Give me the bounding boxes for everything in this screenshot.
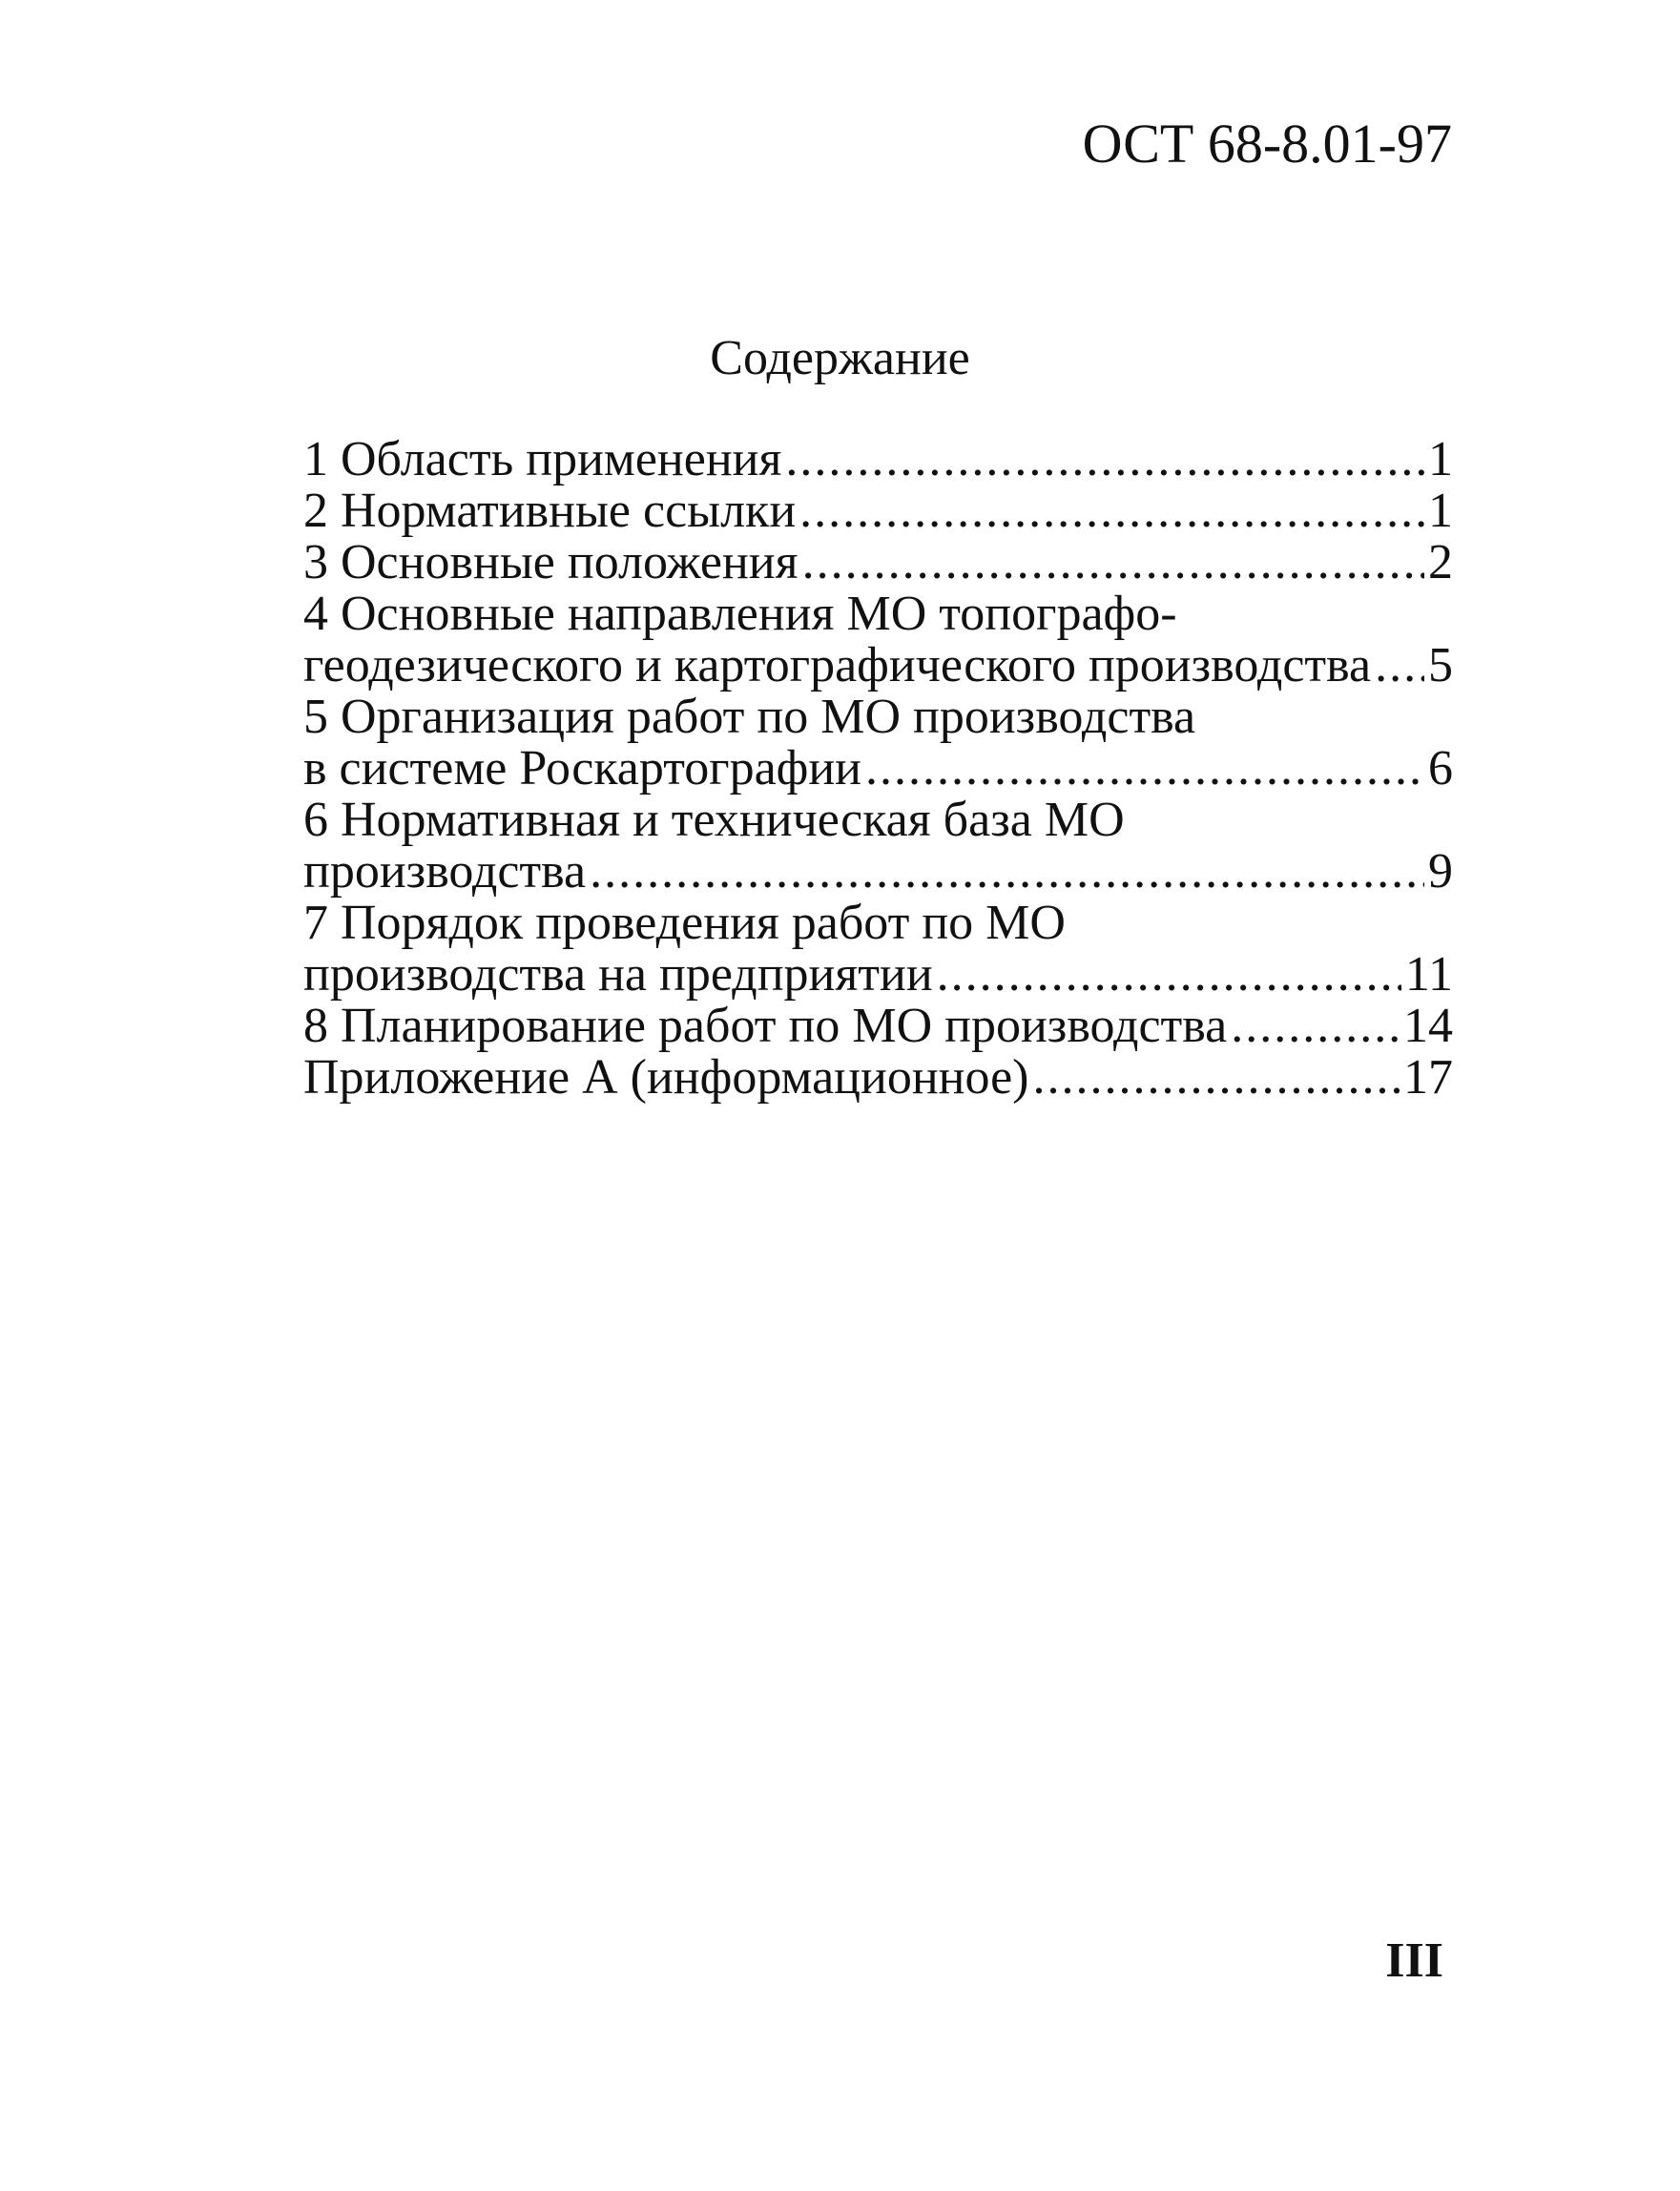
toc-entry-page: 9 [1428, 844, 1453, 899]
toc-entry-title: 2 Нормативные ссылки [303, 484, 797, 538]
toc-entry-page: 6 [1428, 741, 1453, 796]
document-code: ОСТ 68-8.01-97 [1082, 113, 1452, 175]
toc-entry-page: 11 [1404, 947, 1453, 1002]
toc-entry-page: 5 [1428, 638, 1453, 692]
toc-entry[interactable] [303, 537, 1453, 589]
toc-leader-dots [1231, 1001, 1400, 1052]
toc-entry-page: 2 [1428, 535, 1453, 589]
toc-entry-title: 8 Планирование работ по МО производства [303, 999, 1228, 1053]
toc-entry-title-line: 4 Основные направления МО топографо- [303, 587, 1177, 641]
toc-entry-title-line: производства [303, 844, 587, 899]
toc-leader-dots [1375, 640, 1424, 692]
toc-entry-page: 1 [1428, 432, 1453, 486]
toc-leader-dots [802, 537, 1424, 589]
toc-entry-title: 3 Основные положения [303, 535, 799, 589]
toc-entry[interactable] [303, 1052, 1453, 1104]
toc-leader-dots [799, 486, 1424, 537]
toc-entry-title-line: 7 Порядок проведения работ по МО [303, 896, 1066, 950]
toc-leader-dots [1033, 1052, 1400, 1104]
toc-entry-title: 1 Область применения [303, 432, 782, 486]
toc-entry-page: 17 [1403, 1050, 1453, 1105]
toc-entry[interactable] [303, 898, 1453, 1001]
toc-entry-page: 14 [1403, 999, 1453, 1053]
toc-entry-title-line: 5 Организация работ по МО производства [303, 690, 1196, 744]
table-of-contents [303, 434, 1453, 1104]
page-number: III [1385, 1933, 1443, 1988]
toc-entry-page: 1 [1428, 484, 1453, 538]
toc-leader-dots [937, 949, 1401, 1001]
toc-entry-title: Приложение А (информационное) [303, 1050, 1029, 1105]
toc-leader-dots [865, 743, 1424, 795]
toc-leader-dots [590, 846, 1424, 898]
toc-entry-title-line: в системе Роскартографии [303, 741, 861, 796]
toc-entry-title-line: производства на предприятии [303, 947, 933, 1002]
toc-entry[interactable] [303, 692, 1453, 795]
toc-entry[interactable] [303, 589, 1453, 692]
toc-entry-title-line: геодезического и картографического производства [303, 638, 1372, 692]
toc-entry[interactable] [303, 434, 1453, 486]
toc-entry[interactable] [303, 795, 1453, 898]
toc-entry[interactable] [303, 486, 1453, 537]
toc-entry-title-line: 6 Нормативная и техническая база МО [303, 793, 1125, 847]
toc-entry[interactable] [303, 1001, 1453, 1052]
toc-title: Содержание [710, 331, 970, 385]
toc-leader-dots [785, 434, 1424, 486]
